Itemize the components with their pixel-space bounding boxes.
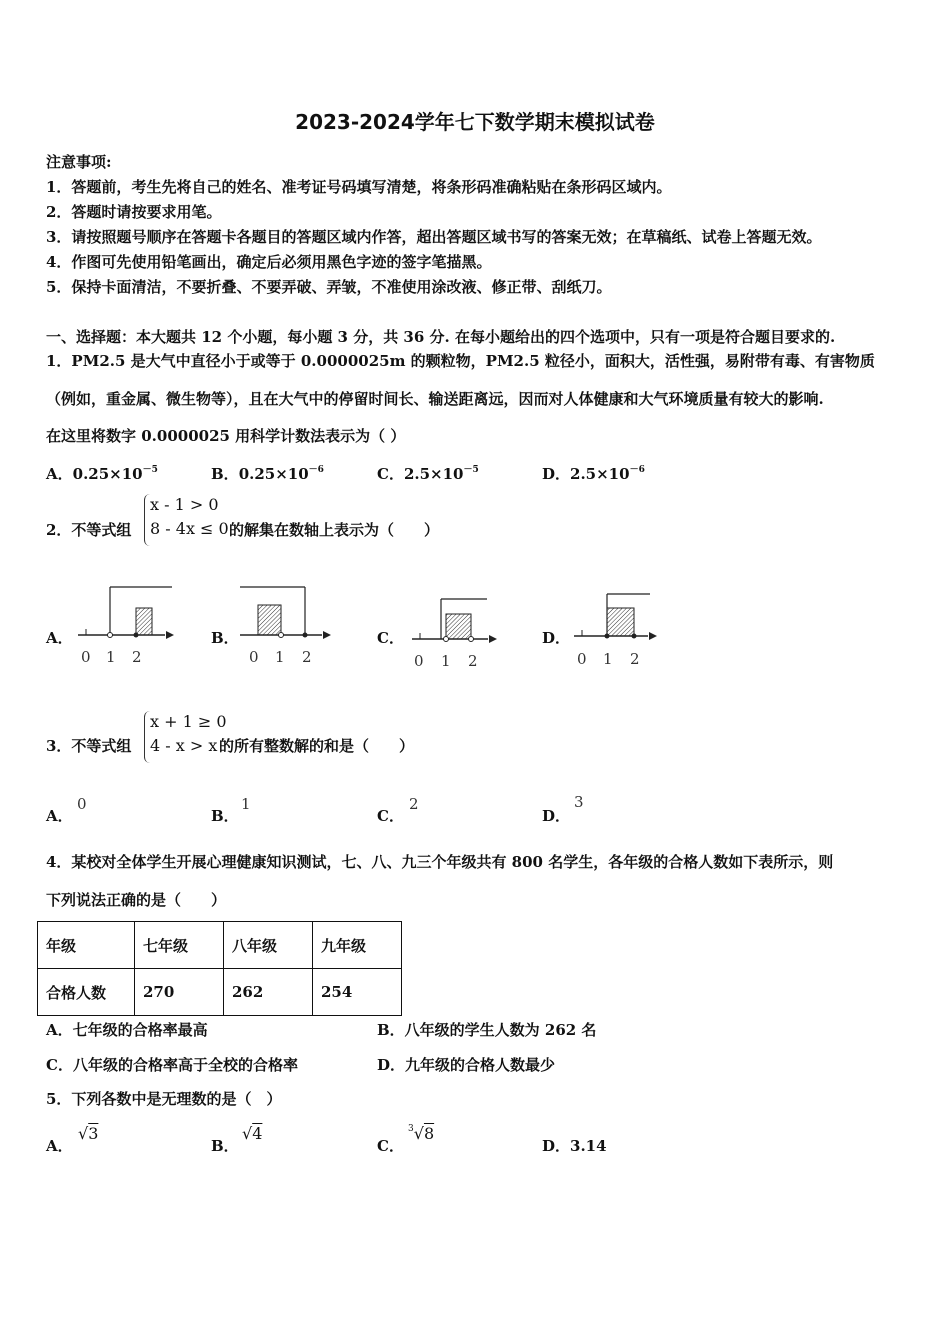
option-letter: D．	[542, 807, 571, 825]
number-line-diagram-d	[570, 588, 665, 658]
option-value: 0.25×10	[72, 465, 143, 483]
q2-eq2: 8 - 4x ≤ 0	[150, 519, 229, 538]
option-exponent: －6	[308, 465, 324, 475]
table-cell: 254	[313, 969, 402, 1016]
q3-prefix: 3．不等式组	[46, 737, 132, 755]
q5-option-d[interactable]	[542, 1136, 607, 1156]
q5-option-c[interactable]	[377, 1136, 404, 1156]
q1-stem-line: 在这里将数字 0.0000025 用科学计数法表示为（ ）	[46, 427, 406, 445]
tick-label: 0	[249, 648, 259, 666]
option-letter: A．	[46, 465, 73, 483]
table-row	[38, 969, 402, 1016]
q3-suffix: 的所有整数解的和是（ ）	[219, 737, 415, 755]
tick-label: 2	[468, 652, 478, 670]
q4-option-d[interactable]: D．九年级的合格人数最少	[377, 1056, 556, 1074]
tick-label: 1	[275, 648, 285, 666]
q3-option-a[interactable]	[46, 806, 73, 826]
notice-item: 2．答题时请按要求用笔。	[46, 203, 222, 221]
q1-option-d[interactable]	[542, 460, 645, 484]
tick-label: 0	[414, 652, 424, 670]
option-letter: D．	[542, 465, 571, 483]
q3-option-b-value: 1	[241, 795, 251, 813]
option-letter: A．	[46, 1137, 73, 1155]
q4-option-a[interactable]: A．七年级的合格率最高	[46, 1021, 208, 1039]
radicand: 8	[423, 1124, 435, 1143]
q3-eq2: 4 - x > x	[150, 736, 218, 755]
tick-label: 2	[630, 650, 640, 668]
table-header-cell: 八年级	[224, 922, 313, 969]
q3-eq1: x + 1 ≥ 0	[150, 712, 227, 731]
q5-option-a[interactable]	[46, 1136, 73, 1156]
q2-option-d[interactable]: D．	[542, 629, 571, 647]
notice-item: 3．请按照题号顺序在答题卡各题目的答题区域内作答，超出答题区域书写的答案无效；在草稿纸、试卷上答题无效。	[46, 228, 822, 246]
option-exponent: －5	[463, 465, 479, 475]
table-row	[38, 922, 402, 969]
option-letter: B．	[211, 1137, 239, 1155]
q2-system	[150, 493, 229, 541]
q1-option-c[interactable]	[377, 460, 479, 484]
q4-stem-line: 下列说法正确的是（ ）	[46, 891, 227, 909]
tick-label: 2	[132, 648, 142, 666]
q2-option-b[interactable]: B．	[211, 629, 239, 647]
option-letter: C．	[377, 1137, 404, 1155]
option-exponent: －5	[142, 465, 158, 475]
q4-option-c[interactable]: C．八年级的合格率高于全校的合格率	[46, 1056, 298, 1074]
section-heading: 一、选择题：本大题共 12 个小题，每小题 3 分，共 36 分. 在每小题给出的四个选项中，只有一项是符合题目要求的.	[46, 328, 836, 346]
cbrt-icon: √	[413, 1124, 424, 1143]
q3-option-d[interactable]	[542, 806, 570, 826]
q3-option-b[interactable]	[211, 806, 239, 826]
option-value: 0.25×10	[238, 465, 309, 483]
q5-option-c-radical	[408, 1124, 434, 1143]
tick-label: 0	[577, 650, 587, 668]
q1-stem-line: （例如，重金属、微生物等），且在大气中的停留时间长、输送距离远，因而对人体健康和大气环境质量有较大的影响.	[46, 390, 824, 408]
notice-heading: 注意事项:	[46, 153, 112, 171]
sqrt-icon: √	[78, 1124, 89, 1143]
q3-option-c-value: 2	[409, 795, 419, 813]
grades-table	[37, 921, 402, 1016]
option-value: 3.14	[570, 1137, 607, 1155]
option-letter: A．	[46, 807, 73, 825]
table-header-cell: 九年级	[313, 922, 402, 969]
option-exponent: －6	[629, 465, 645, 475]
tick-label: 1	[106, 648, 116, 666]
q1-option-a[interactable]	[46, 460, 158, 484]
q5-option-b[interactable]	[211, 1136, 239, 1156]
option-letter: B．	[211, 807, 239, 825]
option-letter: C．	[377, 465, 404, 483]
q3-option-a-value: 0	[77, 795, 87, 813]
q2-option-a[interactable]: A．	[46, 629, 73, 647]
q2-prefix: 2．不等式组	[46, 521, 132, 539]
table-cell: 合格人数	[38, 969, 135, 1016]
q4-stem-line: 4．某校对全体学生开展心理健康知识测试，七、八、九三个年级共有 800 名学生，各年级的合格人数如下表所示，则	[46, 853, 834, 871]
notice-item: 1．答题前，考生先将自己的姓名、准考证号码填写清楚，将条形码准确粘贴在条形码区域内。	[46, 178, 672, 196]
q3-option-d-value: 3	[574, 793, 584, 811]
table-header-cell: 七年级	[135, 922, 224, 969]
q2-suffix: 的解集在数轴上表示为（ ）	[229, 521, 440, 539]
notice-item: 4．作图可先使用铅笔画出，确定后必须用黑色字迹的签字笔描黑。	[46, 253, 492, 271]
q1-stem-line: 1．PM2.5 是大气中直径小于或等于 0.0000025m 的颗粒物，PM2.5 粒径小，面积大，活性强，易附带有毒、有害物质	[46, 352, 875, 370]
tick-label: 0	[81, 648, 91, 666]
q1-option-b[interactable]	[211, 460, 324, 484]
notice-item: 5．保持卡面清洁，不要折叠、不要弄破、弄皱，不准使用涂改液、修正带、刮纸刀。	[46, 278, 612, 296]
table-cell: 262	[224, 969, 313, 1016]
radicand: 3	[88, 1124, 99, 1143]
q5-option-b-radical	[242, 1124, 262, 1143]
page-title: 2023-2024学年七下数学期末模拟试卷	[295, 110, 655, 134]
tick-label: 1	[441, 652, 451, 670]
root-index: 3	[408, 1124, 414, 1134]
q2-eq1: x - 1 > 0	[150, 495, 219, 514]
table-cell: 270	[135, 969, 224, 1016]
option-letter: B．	[211, 465, 239, 483]
option-value: 2.5×10	[570, 465, 630, 483]
radicand: 4	[252, 1124, 263, 1143]
tick-label: 1	[603, 650, 613, 668]
q5-option-a-radical	[78, 1124, 98, 1143]
option-value: 2.5×10	[403, 465, 464, 483]
q3-option-c[interactable]	[377, 806, 404, 826]
tick-label: 2	[302, 648, 312, 666]
q2-option-c[interactable]: C．	[377, 629, 404, 647]
table-header-cell: 年级	[38, 922, 135, 969]
sqrt-icon: √	[242, 1124, 253, 1143]
option-letter: D．	[542, 1137, 571, 1155]
q3-system	[150, 710, 227, 758]
q4-option-b[interactable]: B．八年级的学生人数为 262 名	[377, 1021, 597, 1039]
option-letter: C．	[377, 807, 404, 825]
q5-stem: 5．下列各数中是无理数的是（ ）	[46, 1090, 282, 1108]
